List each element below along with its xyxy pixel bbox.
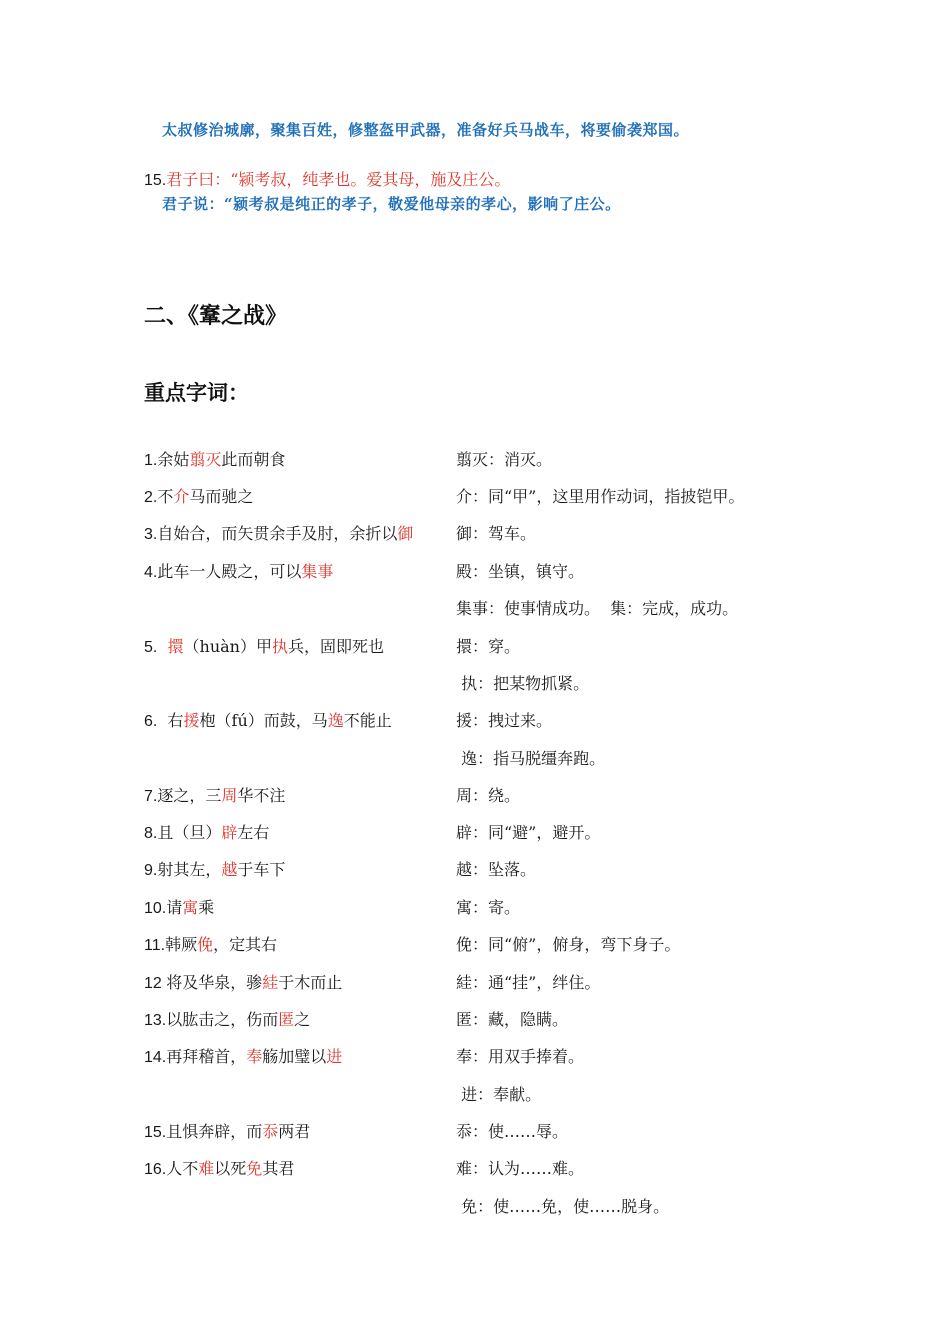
key-word-item xyxy=(144,857,285,880)
sentence-text: 于木而止 xyxy=(278,973,343,992)
definition: 俛：同“俯”，俯身，弯下身子。 xyxy=(456,935,681,954)
sentence-text: 觞加璧以 xyxy=(262,1047,327,1066)
sentence-text: 兵，固即死也 xyxy=(288,637,385,656)
translation-line-15: 君子说：“颍考叔是纯正的孝子，敬爱他母亲的孝心，影响了庄公。 xyxy=(162,195,621,213)
highlighted-word: 集事 xyxy=(301,562,334,581)
definition: 忝：使……辱。 xyxy=(456,1122,569,1141)
sentence-text: 此而朝食 xyxy=(221,450,286,469)
sentence-text: 于车下 xyxy=(237,860,286,879)
sentence-text: 枹（fú）而鼓，马 xyxy=(199,711,328,730)
definition: 奉：用双手捧着。 xyxy=(456,1047,585,1066)
definition: 絓：通“挂”，绊住。 xyxy=(456,973,601,992)
sentence-text: ，定其右 xyxy=(213,935,278,954)
sentence-text: 此车一人殿之，可以 xyxy=(157,562,302,581)
highlighted-word: 免 xyxy=(246,1159,263,1178)
item-number: 14. xyxy=(144,1049,167,1066)
sentence-text: 且惧奔辟，而 xyxy=(166,1122,263,1141)
key-word-item xyxy=(144,1156,294,1179)
highlighted-word: 翦灭 xyxy=(189,450,222,469)
item-number: 13. xyxy=(144,1012,167,1029)
key-word-item xyxy=(144,783,285,806)
highlighted-word: 介 xyxy=(173,487,190,506)
definition: 难：认为……难。 xyxy=(456,1159,585,1178)
sentence-text: 之 xyxy=(294,1010,311,1029)
line-15 xyxy=(144,167,510,190)
definition: 执：把某物抓紧。 xyxy=(456,674,590,693)
definition: 匿：藏，隐瞒。 xyxy=(456,1010,569,1029)
highlighted-word: 寓 xyxy=(182,898,199,917)
sentence-text: 且（旦） xyxy=(157,823,222,842)
line-15-number: 15. xyxy=(144,172,167,189)
key-word-item xyxy=(144,932,277,955)
highlighted-word: 周 xyxy=(221,786,238,805)
definition: 免：使……免，使……脱身。 xyxy=(456,1197,670,1216)
key-word-item xyxy=(144,1119,310,1142)
item-number: 7. xyxy=(144,788,158,805)
item-number: 12 xyxy=(144,975,167,992)
definition: 援：拽过来。 xyxy=(456,711,553,730)
definition: 御：驾车。 xyxy=(456,524,537,543)
item-number: 8. xyxy=(144,825,158,842)
translation-line-14: 太叔修治城廓，聚集百姓，修整盔甲武器，准备好兵马战车，将要偷袭郑国。 xyxy=(162,121,690,139)
highlighted-word: 辟 xyxy=(221,823,238,842)
highlighted-word: 越 xyxy=(221,860,238,879)
key-word-item xyxy=(144,559,333,582)
highlighted-word: 絓 xyxy=(262,973,279,992)
sentence-text: 其君 xyxy=(262,1159,295,1178)
sentence-text: 请 xyxy=(166,898,183,917)
key-word-item xyxy=(144,484,253,507)
item-number: 11. xyxy=(144,937,166,954)
key-word-item xyxy=(144,708,392,731)
key-word-item xyxy=(144,820,269,843)
definition: 逸：指马脱缰奔跑。 xyxy=(456,749,606,768)
sentence-text: 以肱击之，伤而 xyxy=(166,1010,279,1029)
definition: 寓：寄。 xyxy=(456,898,521,917)
sentence-text: 再拜稽首， xyxy=(166,1047,247,1066)
sentence-text: 乘 xyxy=(198,898,215,917)
key-word-item xyxy=(144,1044,342,1067)
item-number: 2. xyxy=(144,489,158,506)
sentence-text: 马而驰之 xyxy=(189,487,254,506)
highlighted-word: 难 xyxy=(198,1159,215,1178)
sentence-text: 余姑 xyxy=(157,450,190,469)
key-word-item xyxy=(144,895,214,918)
definition: 殿：坐镇，镇守。 xyxy=(456,562,585,581)
sentence-text xyxy=(157,637,167,656)
definition: 擐：穿。 xyxy=(456,637,521,656)
sentence-text: 逐之，三 xyxy=(157,786,222,805)
item-number: 16. xyxy=(144,1161,167,1178)
item-number: 6. xyxy=(144,713,158,730)
highlighted-word: 逸 xyxy=(327,711,344,730)
sentence-text: 自始合，而矢贯余手及肘，余折以 xyxy=(157,524,398,543)
key-words-heading: 重点字词： xyxy=(144,380,249,405)
definition: 辟：同“避”，避开。 xyxy=(456,823,601,842)
highlighted-word: 御 xyxy=(397,524,414,543)
highlighted-word: 俛 xyxy=(197,935,214,954)
definition: 越：坠落。 xyxy=(456,860,537,879)
highlighted-word: 援 xyxy=(183,711,200,730)
sentence-text: 华不注 xyxy=(237,786,286,805)
highlighted-word: 进 xyxy=(326,1047,343,1066)
item-number: 9. xyxy=(144,862,158,879)
key-word-item xyxy=(144,447,285,470)
highlighted-word: 奉 xyxy=(246,1047,263,1066)
sentence-text: 射其左， xyxy=(157,860,222,879)
item-number: 3. xyxy=(144,526,158,543)
key-word-item xyxy=(144,970,342,993)
definition: 进：奉献。 xyxy=(456,1085,542,1104)
definition: 集事：使事情成功。 集：完成，成功。 xyxy=(456,599,739,618)
highlighted-word: 忝 xyxy=(262,1122,279,1141)
highlighted-word: 匿 xyxy=(278,1010,295,1029)
sentence-text: 将及华泉，骖 xyxy=(166,973,263,992)
highlighted-word: 擐 xyxy=(167,637,184,656)
highlighted-word: 执 xyxy=(272,637,289,656)
item-number: 5. xyxy=(144,639,158,656)
sentence-text: 韩厥 xyxy=(165,935,198,954)
sentence-text: 两君 xyxy=(278,1122,311,1141)
key-word-item xyxy=(144,1007,310,1030)
item-number: 15. xyxy=(144,1124,167,1141)
sentence-text: 右 xyxy=(157,711,184,730)
sentence-text: 不能止 xyxy=(343,711,392,730)
key-word-item xyxy=(144,634,384,657)
sentence-text: 不 xyxy=(157,487,174,506)
sentence-text: 以死 xyxy=(214,1159,247,1178)
key-word-item xyxy=(144,521,413,544)
item-number: 10. xyxy=(144,900,167,917)
sentence-text: 左右 xyxy=(237,823,270,842)
definition: 翦灭：消灭。 xyxy=(456,450,553,469)
definition: 周：绕。 xyxy=(456,786,521,805)
sentence-text: 人不 xyxy=(166,1159,199,1178)
item-number: 1. xyxy=(144,452,158,469)
section-title: 二、《鞌之战》 xyxy=(144,303,288,329)
line-15-text: 君子曰：“颍考叔，纯孝也。爱其母，施及庄公。 xyxy=(166,170,511,189)
sentence-text: （huàn）甲 xyxy=(183,637,272,656)
definition: 介：同“甲”，这里用作动词，指披铠甲。 xyxy=(456,487,745,506)
item-number: 4. xyxy=(144,564,158,581)
